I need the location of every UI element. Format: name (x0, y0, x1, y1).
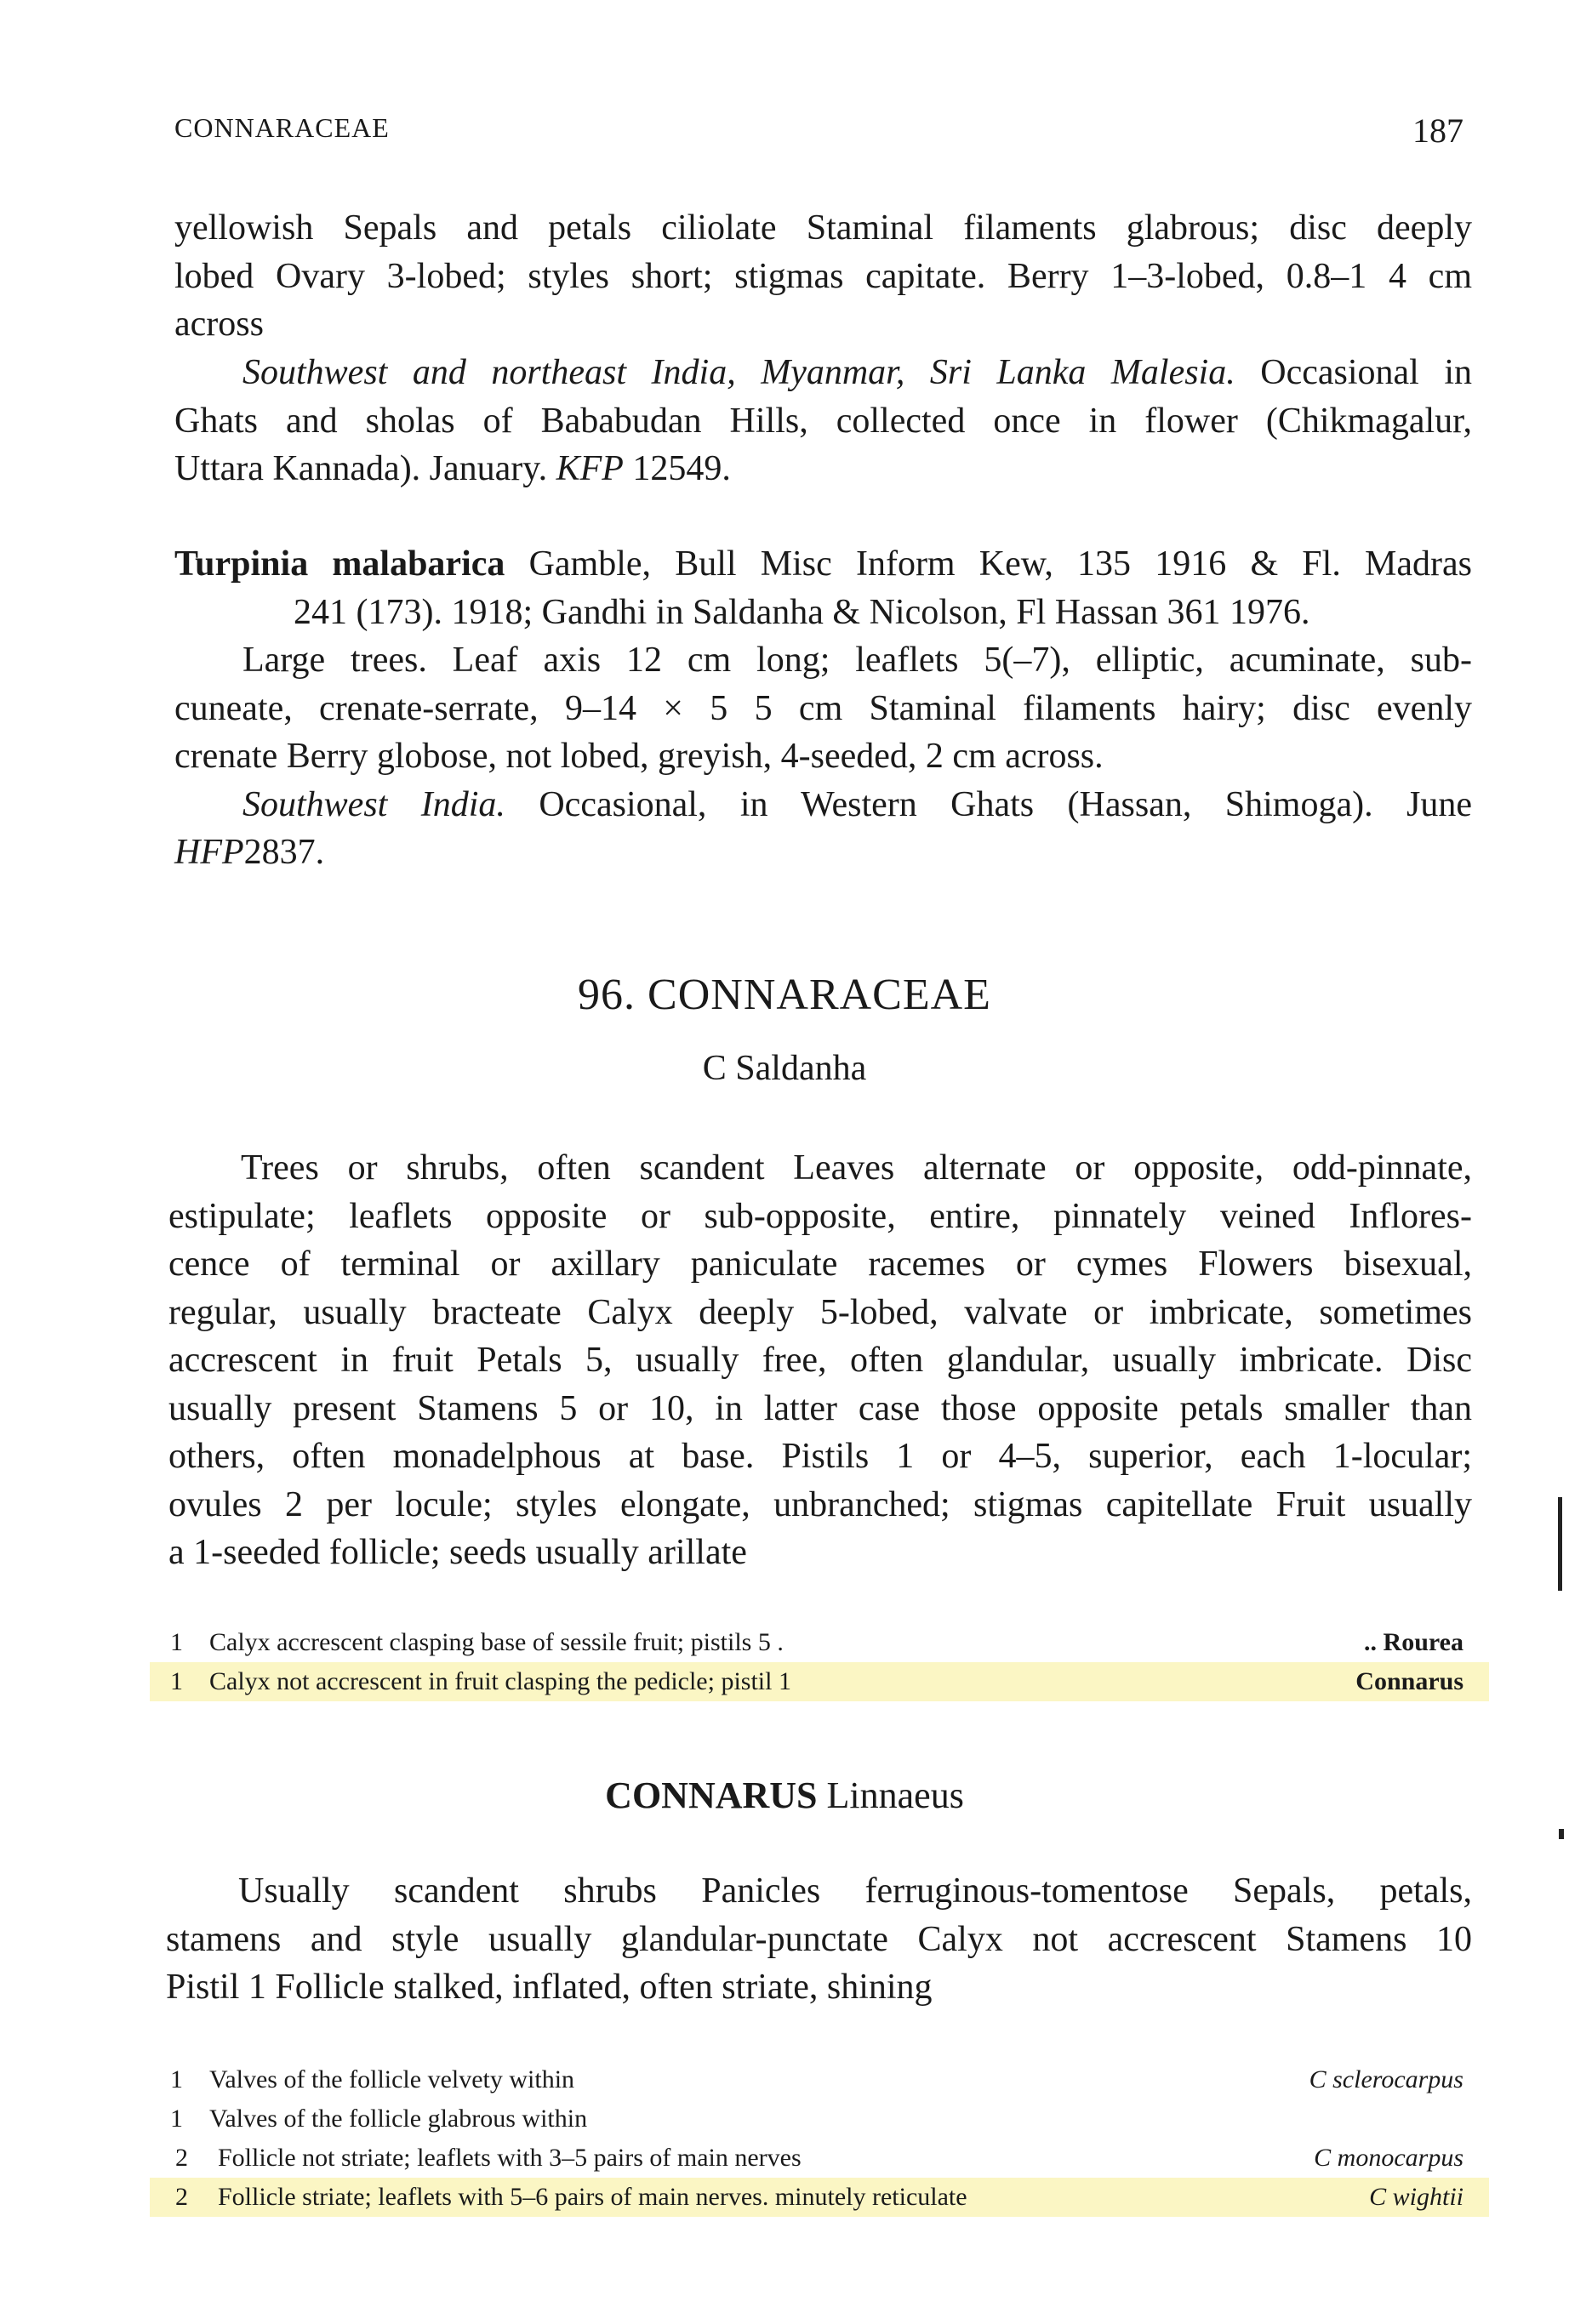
text-line: cuneate, crenate-serrate, 9–14 × 5 5 cm Staminal filaments hairy; disc evenly (174, 688, 1472, 728)
key-row (150, 2060, 1489, 2099)
family-title: 96. CONNARACEAE (578, 971, 991, 1019)
text-line: Trees or shrubs, often scandent Leaves alternate or opposite, odd-pinnate, (241, 1148, 1472, 1188)
key-text: Valves of the follicle velvety within (209, 2065, 575, 2093)
key-number: 2 (175, 2144, 188, 2172)
text-line: estipulate; leaflets opposite or sub-opposite, entire, pinnately veined Inflores- (168, 1196, 1472, 1236)
key-text: Valves of the follicle glabrous within (209, 2105, 588, 2133)
text-line: ovules 2 per locule; styles elongate, unbranched; stigmas capitellate Fruit usually (168, 1484, 1472, 1524)
distribution-text: Uttara Kannada). January. (174, 449, 548, 488)
text-line: regular, usually bracteate Calyx deeply 5-lobed, valvate or imbricate, sometimes (168, 1292, 1472, 1332)
key-row (150, 1662, 1489, 1701)
key-row (150, 1623, 1489, 1662)
voucher-number: 2837. (243, 833, 325, 872)
distribution-text: Occasional, in Western Ghats (Hassan, Shimoga). June (539, 784, 1473, 824)
key-row (150, 2099, 1489, 2139)
key-result: .. Rourea (1364, 1628, 1463, 1656)
text-line: yellowish Sepals and petals ciliolate Staminal filaments glabrous; disc deeply (174, 208, 1472, 248)
text-line: others, often monadelphous at base. Pistils 1 or 4–5, superior, each 1-locular; (168, 1437, 1472, 1476)
family-author: C Saldanha (702, 1049, 867, 1088)
running-head: CONNARACEAE (174, 112, 390, 143)
text-line (174, 781, 1472, 829)
genus-key (150, 1623, 1489, 1701)
page-number: 187 (1412, 111, 1463, 150)
voucher-herbarium: HFP (174, 833, 244, 872)
distribution-paragraph (174, 349, 1472, 493)
genus-description (166, 1867, 1472, 2012)
citation: Gamble, Bull Misc Inform Kew, 135 1916 & Fl. Madras (528, 544, 1472, 584)
text-line: a 1-seeded follicle; seeds usually arillate (168, 1533, 747, 1572)
family-description (168, 1144, 1472, 1577)
key-row (150, 2178, 1489, 2217)
species-key (150, 2060, 1489, 2217)
text-line: crenate Berry globose, not lobed, greyish, 4-seeded, 2 cm across. (174, 737, 1104, 776)
key-number: 2 (175, 2183, 188, 2211)
distribution-italic: Southwest India. (242, 784, 505, 824)
text-line: Ghats and sholas of Bababudan Hills, collected once in flower (Chikmagalur, (174, 401, 1472, 441)
text-line: cence of terminal or axillary paniculate racemes or cymes Flowers bisexual, (168, 1245, 1472, 1284)
scan-edge-mark (1559, 1829, 1564, 1839)
key-text: Follicle striate; leaflets with 5–6 pairs of main nerves. minutely reticulate (218, 2183, 967, 2211)
key-result: C sclerocarpus (1309, 2065, 1463, 2093)
key-number: 1 (170, 2065, 183, 2093)
distribution-text: Occasional in (1260, 353, 1473, 392)
scan-edge-mark (1558, 1497, 1562, 1591)
text-line (174, 829, 1472, 877)
text-line: stamens and style usually glandular-punctate Calyx not accrescent Stamens 10 (166, 1919, 1472, 1959)
key-number: 1 (170, 2105, 183, 2133)
key-text: Calyx not accrescent in fruit clasping the pedicle; pistil 1 (209, 1667, 791, 1695)
genus-title (0, 1774, 1569, 1817)
key-text: Follicle not striate; leaflets with 3–5 pairs of main nerves (218, 2144, 802, 2172)
voucher-herbarium: KFP (556, 449, 624, 488)
key-text: Calyx accrescent clasping base of sessile fruit; pistils 5 . (209, 1628, 784, 1656)
intro-paragraph (174, 204, 1472, 349)
text-line: 241 (173). 1918; Gandhi in Saldanha & Nicolson, Fl Hassan 361 1976. (294, 592, 1310, 632)
key-result: C wightii (1369, 2183, 1463, 2211)
genus-author: Linnaeus (826, 1774, 964, 1816)
key-result: Connarus (1355, 1667, 1463, 1695)
text-line (174, 540, 1472, 589)
text-line (174, 445, 1472, 493)
text-line: lobed Ovary 3-lobed; styles short; stigmas capitate. Berry 1–3-lobed, 0.8–1 4 cm (174, 256, 1472, 296)
key-row (150, 2139, 1489, 2178)
genus-name: CONNARUS (605, 1774, 818, 1816)
species-name: Turpinia malabarica (174, 544, 505, 584)
text-line: usually present Stamens 5 or 10, in latter case those opposite petals smaller than (168, 1388, 1472, 1428)
key-result: C monocarpus (1314, 2144, 1463, 2172)
text-line: Pistil 1 Follicle stalked, inflated, often striate, shining (166, 1968, 933, 2007)
key-number: 1 (170, 1667, 183, 1695)
key-number: 1 (170, 1628, 183, 1656)
voucher-number: 12549. (632, 449, 731, 488)
text-line: across (174, 305, 264, 344)
text-line: Usually scandent shrubs Panicles ferruginous-tomentose Sepals, petals, (238, 1871, 1472, 1911)
text-line: accrescent in fruit Petals 5, usually free, often glandular, usually imbricate. Disc (168, 1341, 1472, 1380)
text-line (174, 349, 1472, 397)
distribution-italic: Southwest and northeast India, Myanmar, Sri Lanka Malesia. (242, 353, 1235, 392)
text-line: Large trees. Leaf axis 12 cm long; leaflets 5(–7), elliptic, acuminate, sub- (242, 641, 1472, 680)
species-entry-turpinia (174, 540, 1472, 877)
